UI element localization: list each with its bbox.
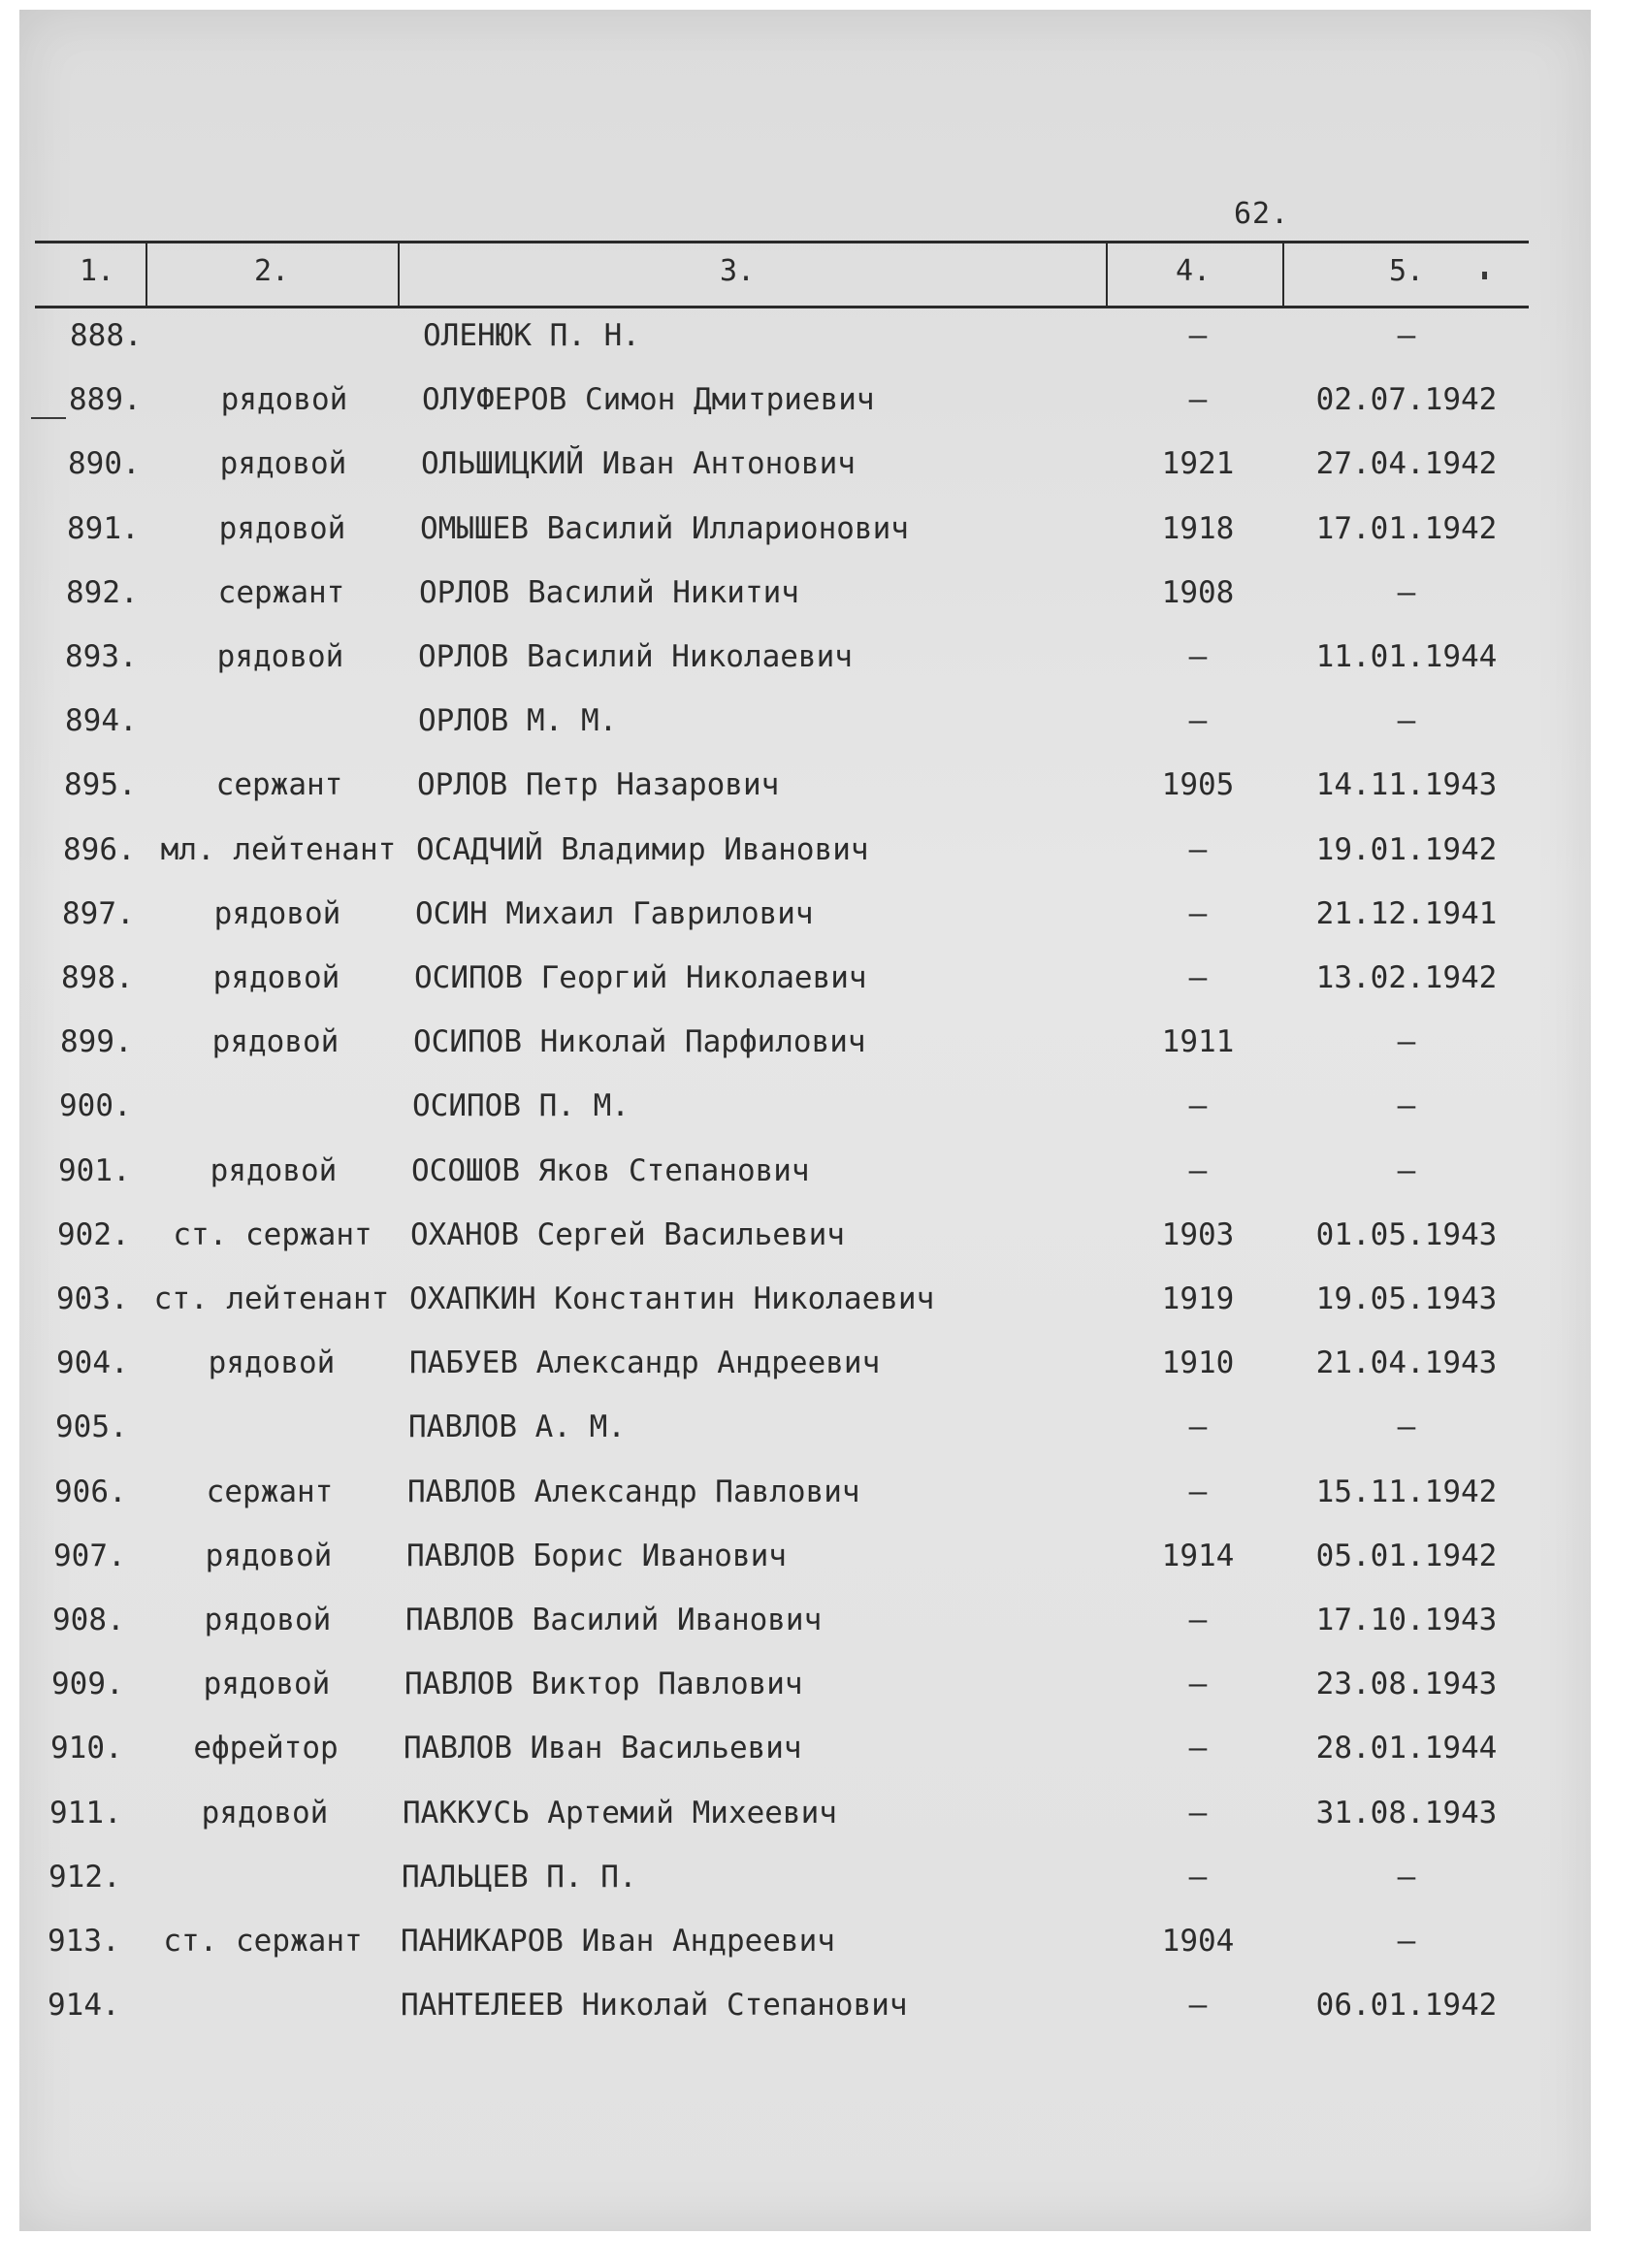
row-number: 904. [56, 1345, 129, 1380]
row-date: 31.08.1943 [1315, 1796, 1498, 1831]
row-date: 11.01.1944 [1315, 639, 1498, 674]
table-row [0, 1217, 1649, 1281]
row-rank: рядовой [211, 1024, 340, 1059]
table-row [0, 1281, 1649, 1345]
row-birth-year: – [1188, 896, 1208, 931]
row-date: 21.12.1941 [1315, 896, 1498, 931]
table-row [0, 1088, 1649, 1152]
row-name: ОЛУФЕРОВ Симон Дмитриевич [422, 382, 875, 417]
row-birth-year: – [1188, 639, 1208, 674]
row-rank: рядовой [210, 1153, 338, 1188]
row-number: 902. [57, 1217, 130, 1252]
row-number: 896. [63, 832, 136, 867]
table-row [0, 960, 1649, 1024]
row-date: 02.07.1942 [1315, 382, 1498, 417]
row-name: ПАВЛОВ Иван Васильевич [404, 1731, 802, 1766]
row-rank: рядовой [201, 1796, 329, 1831]
row-name: ПАККУСЬ Артемий Михеевич [403, 1796, 837, 1831]
row-date: 13.02.1942 [1315, 960, 1498, 995]
row-name: ОСИПОВ Николай Парфилович [413, 1024, 866, 1059]
row-number: 890. [68, 446, 141, 481]
table-top-rule [35, 241, 1529, 243]
row-birth-year: – [1188, 1667, 1208, 1701]
row-name: ПАБУЕВ Александр Андреевич [409, 1345, 881, 1380]
table-row [0, 639, 1649, 703]
table-row [0, 1345, 1649, 1409]
row-rank: рядовой [220, 382, 348, 417]
row-name: ПАВЛОВ Александр Павлович [407, 1474, 860, 1509]
row-birth-year: – [1188, 1731, 1208, 1766]
table-row [0, 1024, 1649, 1088]
row-rank: ефрейтор [193, 1731, 339, 1766]
header-col-4: 4. [1175, 254, 1212, 288]
table-row [0, 1731, 1649, 1795]
column-divider [1106, 243, 1108, 306]
header-col-3: 3. [719, 254, 756, 288]
row-name: ОСИПОВ П. М. [412, 1088, 630, 1123]
row-number: 911. [49, 1796, 122, 1831]
table-row [0, 896, 1649, 960]
row-birth-year: 1908 [1161, 575, 1235, 610]
row-name: ОСИН Михаил Гаврилович [415, 896, 814, 931]
table-row [0, 318, 1649, 382]
row-birth-year: 1904 [1161, 1924, 1235, 1959]
row-birth-year: – [1188, 1153, 1208, 1188]
row-number: 903. [56, 1281, 129, 1316]
row-date: 19.05.1943 [1315, 1281, 1498, 1316]
row-birth-year: – [1188, 832, 1208, 867]
row-number: 893. [65, 639, 138, 674]
row-date: 27.04.1942 [1315, 446, 1498, 481]
row-rank: сержант [217, 575, 345, 610]
row-rank: ст. лейтенант [153, 1281, 390, 1316]
table-row [0, 575, 1649, 639]
row-name: ОХАНОВ Сергей Васильевич [410, 1217, 845, 1252]
row-rank: рядовой [204, 1603, 332, 1637]
row-name: ОМЫШЕВ Василий Илларионович [420, 511, 909, 546]
row-date: – [1397, 1088, 1416, 1123]
row-date: – [1397, 1153, 1416, 1188]
row-birth-year: – [1188, 318, 1208, 353]
table-row [0, 832, 1649, 896]
row-birth-year: 1910 [1161, 1345, 1235, 1380]
row-date: 05.01.1942 [1315, 1539, 1498, 1573]
row-rank: ст. сержант [163, 1924, 363, 1959]
row-birth-year: – [1188, 1603, 1208, 1637]
row-number: 897. [62, 896, 135, 931]
row-date: – [1397, 318, 1416, 353]
row-name: ОРЛОВ М. М. [418, 703, 618, 738]
row-number: 900. [59, 1088, 132, 1123]
row-number: 892. [66, 575, 139, 610]
page-number: 62. [1234, 197, 1290, 231]
table-row [0, 446, 1649, 510]
row-date: 23.08.1943 [1315, 1667, 1498, 1701]
row-rank: рядовой [213, 896, 341, 931]
row-date: – [1397, 1860, 1416, 1895]
row-rank: рядовой [219, 446, 347, 481]
column-divider [1282, 243, 1284, 306]
header-col-5: 5. [1388, 254, 1425, 288]
row-name: ПАВЛОВ Василий Иванович [405, 1603, 823, 1637]
row-birth-year: – [1188, 1409, 1208, 1444]
row-rank: мл. лейтенант [160, 832, 397, 867]
row-birth-year: – [1188, 960, 1208, 995]
table-row [0, 1796, 1649, 1860]
row-birth-year: – [1188, 1796, 1208, 1831]
table-header-rule [35, 306, 1529, 308]
row-number: 891. [67, 511, 140, 546]
row-name: ОСИПОВ Георгий Николаевич [414, 960, 867, 995]
table-row [0, 1153, 1649, 1217]
table-row [0, 511, 1649, 575]
row-rank: ст. сержант [173, 1217, 372, 1252]
row-date: 01.05.1943 [1315, 1217, 1498, 1252]
row-number: 914. [48, 1988, 120, 2023]
row-name: ОРЛОВ Василий Никитич [419, 575, 799, 610]
row-date: 17.10.1943 [1315, 1603, 1498, 1637]
row-number: 899. [60, 1024, 133, 1059]
row-birth-year: 1903 [1161, 1217, 1235, 1252]
column-divider [146, 243, 147, 306]
row-birth-year: 1914 [1161, 1539, 1235, 1573]
row-number: 894. [65, 703, 138, 738]
row-birth-year: – [1188, 382, 1208, 417]
row-rank: рядовой [203, 1667, 331, 1701]
row-rank: рядовой [218, 511, 346, 546]
table-row [0, 1474, 1649, 1539]
row-name: ОЛЬШИЦКИЙ Иван Антонович [421, 446, 856, 481]
row-date: 06.01.1942 [1315, 1988, 1498, 2023]
row-birth-year: 1918 [1161, 511, 1235, 546]
row-date: – [1397, 575, 1416, 610]
row-date: 17.01.1942 [1315, 511, 1498, 546]
row-name: ОСАДЧИЙ Владимир Иванович [416, 832, 869, 867]
table-row [0, 1603, 1649, 1667]
row-date: – [1397, 703, 1416, 738]
header-col-2: 2. [253, 254, 290, 288]
row-name: ПАВЛОВ А. М. [408, 1409, 626, 1444]
row-number: 888. [70, 318, 143, 353]
row-name: ПАВЛОВ Виктор Павлович [404, 1667, 803, 1701]
row-rank: сержант [206, 1474, 334, 1509]
row-rank: рядовой [205, 1539, 333, 1573]
row-birth-year: 1921 [1161, 446, 1235, 481]
row-name: ПАЛЬЦЕВ П. П. [402, 1860, 637, 1895]
row-birth-year: – [1188, 1860, 1208, 1895]
row-date: – [1397, 1924, 1416, 1959]
row-date: 28.01.1944 [1315, 1731, 1498, 1766]
table-row [0, 1860, 1649, 1924]
row-rank: рядовой [208, 1345, 336, 1380]
table-row [0, 1924, 1649, 1988]
header-col-1: 1. [79, 254, 115, 288]
row-date: 14.11.1943 [1315, 767, 1498, 802]
row-name: ОРЛОВ Петр Назарович [417, 767, 780, 802]
row-birth-year: – [1188, 1088, 1208, 1123]
row-number: 906. [54, 1474, 127, 1509]
margin-mark [31, 417, 66, 419]
row-number: 913. [48, 1924, 120, 1959]
row-birth-year: – [1188, 703, 1208, 738]
table-row [0, 1988, 1649, 2052]
row-rank: сержант [215, 767, 343, 802]
row-number: 908. [52, 1603, 125, 1637]
row-name: ПАНТЕЛЕЕВ Николай Степанович [401, 1988, 908, 2023]
row-number: 910. [50, 1731, 123, 1766]
row-number: 895. [64, 767, 137, 802]
row-name: ПАНИКАРОВ Иван Андреевич [401, 1924, 835, 1959]
row-date: 21.04.1943 [1315, 1345, 1498, 1380]
row-birth-year: 1905 [1161, 767, 1235, 802]
column-divider [398, 243, 400, 306]
row-name: ОСОШОВ Яков Степанович [411, 1153, 810, 1188]
row-rank: рядовой [212, 960, 340, 995]
table-row [0, 767, 1649, 831]
row-number: 907. [53, 1539, 126, 1573]
table-row [0, 382, 1649, 446]
row-date: 15.11.1942 [1315, 1474, 1498, 1509]
row-number: 909. [51, 1667, 124, 1701]
row-number: 898. [61, 960, 134, 995]
row-date: – [1397, 1024, 1416, 1059]
row-birth-year: – [1188, 1474, 1208, 1509]
row-name: ОХАПКИН Константин Николаевич [409, 1281, 935, 1316]
ink-speck [1482, 272, 1487, 279]
row-birth-year: 1919 [1161, 1281, 1235, 1316]
row-name: ОРЛОВ Василий Николаевич [418, 639, 853, 674]
row-number: 901. [58, 1153, 131, 1188]
table-row [0, 703, 1649, 767]
table-row [0, 1667, 1649, 1731]
row-birth-year: – [1188, 1988, 1208, 2023]
row-name: ПАВЛОВ Борис Иванович [406, 1539, 787, 1573]
table-row [0, 1409, 1649, 1474]
row-number: 912. [48, 1860, 121, 1895]
row-number: 889. [69, 382, 142, 417]
row-name: ОЛЕНЮК П. Н. [423, 318, 640, 353]
table-row [0, 1539, 1649, 1603]
row-date: – [1397, 1409, 1416, 1444]
row-birth-year: 1911 [1161, 1024, 1235, 1059]
row-date: 19.01.1942 [1315, 832, 1498, 867]
row-number: 905. [55, 1409, 128, 1444]
row-rank: рядовой [216, 639, 344, 674]
